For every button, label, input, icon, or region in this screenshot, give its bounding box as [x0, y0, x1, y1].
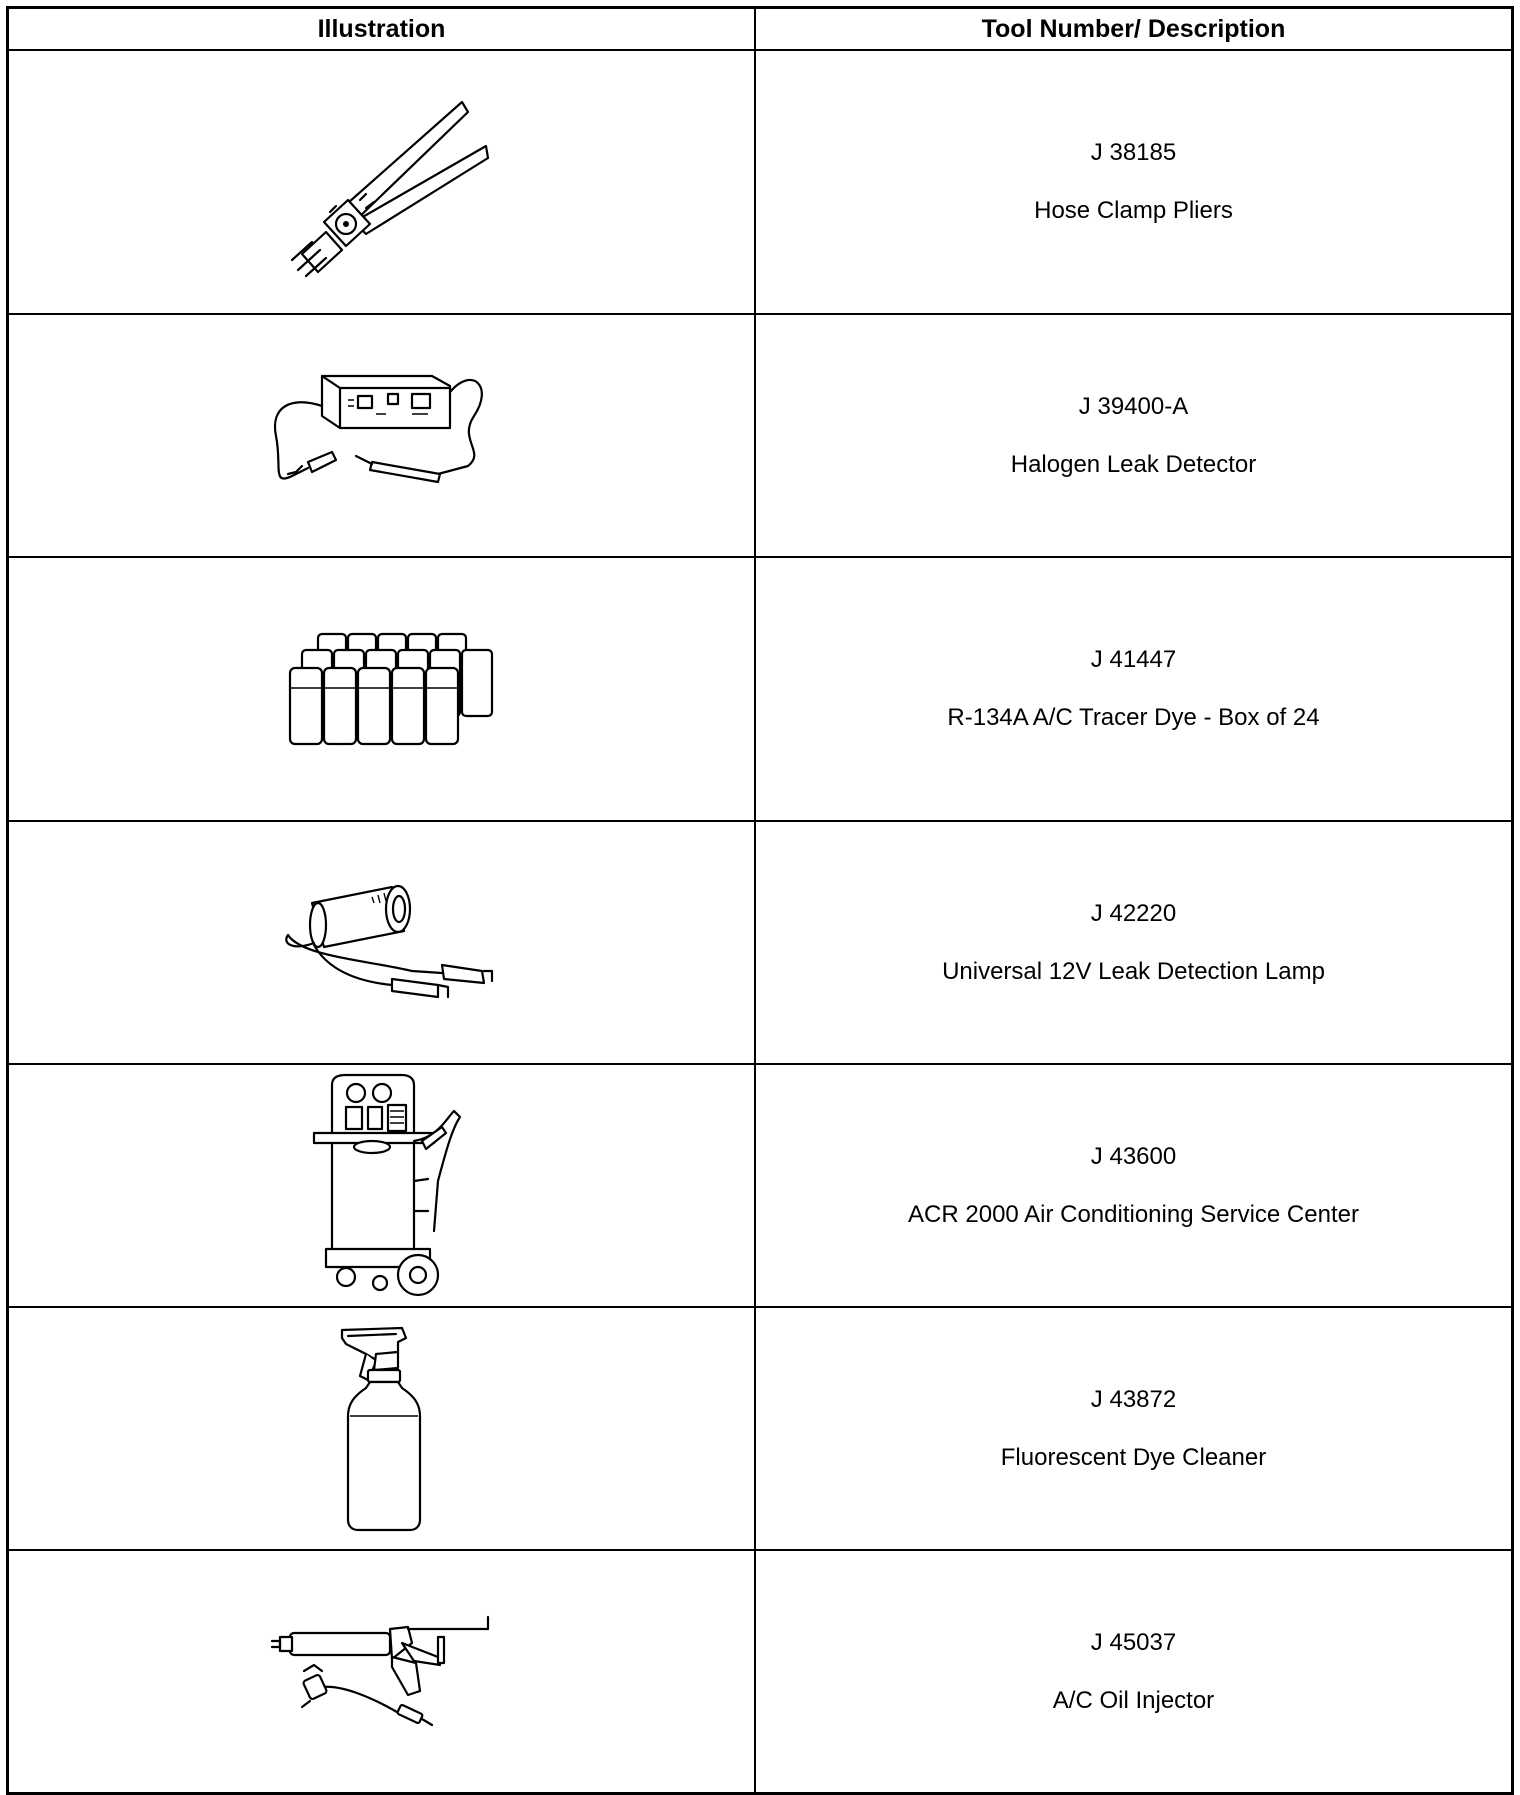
tool-description: A/C Oil Injector	[1052, 1686, 1215, 1714]
tool-description: R-134A A/C Tracer Dye - Box of 24	[947, 704, 1320, 731]
spray-bottle-icon	[262, 1324, 502, 1534]
table-row	[8, 314, 1513, 557]
special-tools-table	[6, 6, 1514, 1795]
illustration-header: Illustration	[8, 8, 756, 51]
description-cell	[755, 50, 1513, 314]
tracer-dye-bottles-icon	[262, 624, 502, 754]
tool-description: Universal 12V Leak Detection Lamp	[942, 957, 1325, 985]
table-row	[8, 557, 1513, 821]
illustration-cell	[8, 1550, 756, 1794]
tool-number: J 45037	[1090, 1628, 1177, 1656]
tool-number: J 41447	[1090, 646, 1177, 673]
description-cell	[755, 1064, 1513, 1307]
description-cell	[755, 821, 1513, 1064]
illustration-cell	[8, 1064, 756, 1307]
leak-detection-lamp-icon	[262, 873, 502, 1013]
description-cell	[755, 1550, 1513, 1794]
hose-clamp-pliers-icon	[262, 82, 502, 282]
halogen-leak-detector-icon	[262, 356, 502, 516]
description-cell	[755, 1307, 1513, 1550]
tool-description: Fluorescent Dye Cleaner	[1000, 1443, 1267, 1471]
table-row	[8, 1550, 1513, 1794]
table-row	[8, 1064, 1513, 1307]
illustration-cell	[8, 557, 756, 821]
tool-number: J 39400-A	[1078, 392, 1189, 420]
tool-number: J 38185	[1090, 139, 1177, 166]
tool-description: Halogen Leak Detector	[1010, 450, 1257, 478]
table-row	[8, 50, 1513, 314]
description-cell	[755, 557, 1513, 821]
tool-number: J 43600	[1090, 1142, 1177, 1170]
tool-number: J 42220	[1090, 899, 1177, 927]
illustration-cell	[8, 1307, 756, 1550]
tool-number: J 43872	[1090, 1385, 1177, 1413]
header-row	[8, 8, 1513, 51]
illustration-cell	[8, 314, 756, 557]
description-header: Tool Number/ Description	[755, 8, 1513, 51]
illustration-cell	[8, 821, 756, 1064]
oil-injector-icon	[262, 1607, 502, 1737]
ac-service-center-icon	[262, 1071, 502, 1301]
tool-description: Hose Clamp Pliers	[1034, 197, 1233, 224]
table-row	[8, 821, 1513, 1064]
illustration-cell	[8, 50, 756, 314]
table-row	[8, 1307, 1513, 1550]
description-cell	[755, 314, 1513, 557]
tool-description: ACR 2000 Air Conditioning Service Center	[908, 1200, 1359, 1228]
